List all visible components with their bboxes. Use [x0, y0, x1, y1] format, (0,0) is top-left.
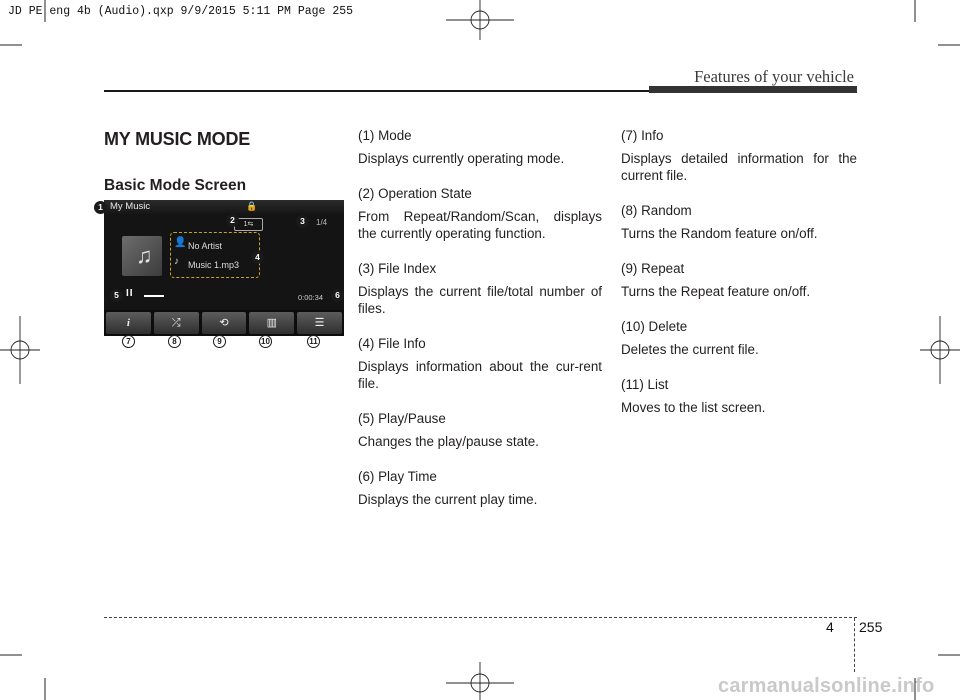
- delete-icon: ▥: [249, 312, 294, 334]
- header-accent-bar: [649, 86, 857, 93]
- music-note-icon: ♫: [136, 243, 153, 268]
- watermark: carmanualsonline.info: [718, 675, 935, 697]
- list-icon: ☰: [297, 312, 342, 334]
- pause-icon: II: [126, 288, 134, 299]
- item-title: (4) File Info: [358, 336, 426, 351]
- item-title: (2) Operation State: [358, 186, 472, 201]
- description-item: [621, 318, 857, 358]
- callout-11: 11: [307, 335, 320, 348]
- running-header-title: Features of your vehicle: [694, 67, 854, 86]
- item-description: Turns the Repeat feature on/off.: [621, 284, 811, 299]
- shuffle-icon: ⤮: [154, 312, 199, 334]
- registration-target-right: [920, 316, 960, 384]
- lock-icon: 🔒: [246, 201, 258, 211]
- subsection-title: Basic Mode Screen: [104, 177, 247, 194]
- item-title: (10) Delete: [621, 319, 688, 334]
- operation-state-icon: 1⇆: [234, 218, 263, 231]
- item-title: (1) Mode: [358, 128, 412, 143]
- callout-5: 5: [110, 289, 123, 302]
- artist-icon: 👤: [174, 237, 187, 248]
- item-title: (6) Play Time: [358, 469, 437, 484]
- section-title: MY MUSIC MODE: [104, 129, 251, 149]
- song-icon: ♪: [174, 256, 179, 267]
- item-title: (5) Play/Pause: [358, 411, 446, 426]
- callout-1: 1: [94, 201, 107, 214]
- callout-7: 7: [122, 335, 135, 348]
- description-item: [621, 260, 857, 300]
- description-item: [358, 410, 602, 450]
- description-item: [358, 468, 602, 508]
- item-title: (8) Random: [621, 203, 692, 218]
- item-description: From Repeat/Random/Scan, displays the currently operating function.: [358, 209, 602, 241]
- item-description: Changes the play/pause state.: [358, 434, 539, 449]
- item-description: Turns the Random feature on/off.: [621, 226, 818, 241]
- item-title: (11) List: [621, 377, 669, 392]
- header-rule: [104, 90, 649, 92]
- description-item: [621, 127, 857, 184]
- callout-4: 4: [251, 251, 264, 264]
- registration-target-top: [446, 0, 514, 40]
- screen-artist: No Artist: [188, 241, 223, 251]
- item-description: Displays information about the cur-rent file.: [358, 359, 602, 391]
- item-description: Displays the current file/total number of files.: [358, 284, 602, 316]
- description-column-middle: [358, 127, 602, 526]
- item-title: (9) Repeat: [621, 261, 685, 276]
- callout-9: 9: [213, 335, 226, 348]
- info-icon: i: [106, 312, 151, 334]
- screen-toolbar: [104, 310, 344, 336]
- callout-3: 3: [296, 215, 309, 228]
- item-description: Deletes the current file.: [621, 342, 759, 357]
- repeat-icon: ⟲: [202, 312, 247, 334]
- callout-6: 6: [331, 289, 344, 302]
- callout-8: 8: [168, 335, 181, 348]
- callout-10: 10: [259, 335, 272, 348]
- item-title: (3) File Index: [358, 261, 437, 276]
- registration-target-bottom: [446, 662, 514, 700]
- item-description: Displays currently operating mode.: [358, 151, 565, 166]
- chapter-number: 4: [826, 619, 834, 635]
- item-title: (7) Info: [621, 128, 664, 143]
- screen-play-time: 0:00:34: [298, 293, 324, 302]
- description-item: [358, 260, 602, 317]
- print-slug: JD PE eng 4b (Audio).qxp 9/9/2015 5:11 PM Page 255: [8, 5, 354, 18]
- progress-bar: [144, 295, 164, 297]
- screen-file-index: 1/4: [316, 218, 328, 227]
- callout-2: 2: [226, 214, 239, 227]
- description-column-right: [621, 127, 857, 434]
- registration-target-left: [0, 316, 40, 384]
- screen-file-name: Music 1.mp3: [188, 260, 240, 270]
- item-description: Moves to the list screen.: [621, 400, 766, 415]
- item-description: Displays the current play time.: [358, 492, 538, 507]
- description-item: [358, 127, 602, 167]
- footer-divider: [854, 618, 855, 672]
- description-item: [621, 376, 857, 416]
- footer-rule: [104, 617, 857, 618]
- page-number: 255: [859, 619, 883, 635]
- description-item: [358, 335, 602, 392]
- screen-mode-label: My Music: [110, 201, 151, 212]
- description-item: [358, 185, 602, 242]
- description-item: [621, 202, 857, 242]
- item-description: Displays detailed information for the current file.: [621, 151, 857, 183]
